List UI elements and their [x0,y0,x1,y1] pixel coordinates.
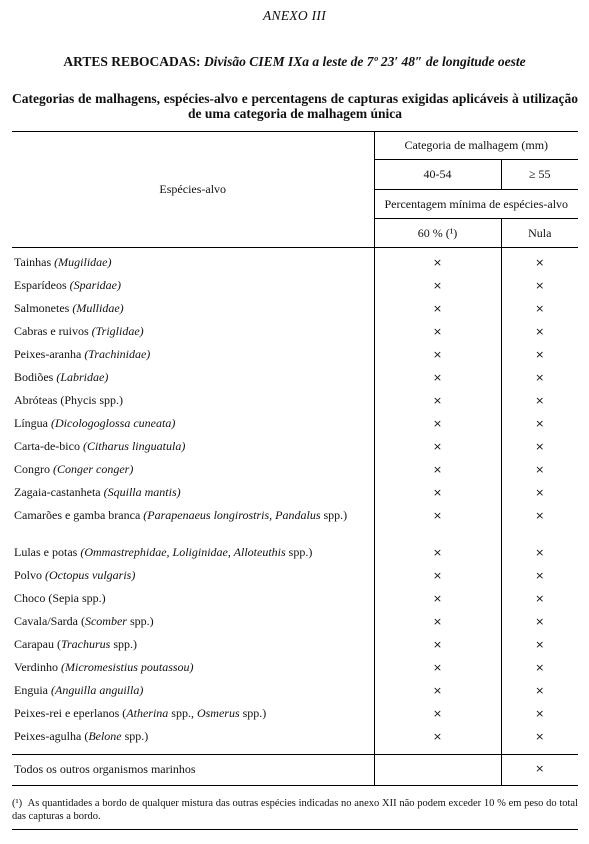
species-common-name: Abróteas (Phycis spp.) [14,393,123,407]
species-common-name: Bodiões [14,370,57,384]
species-name [12,587,374,610]
species-scientific-name: (Parapenaeus longirostris, Pandalus [143,508,321,522]
mark-55: × [501,656,578,679]
species-scientific-name: (Anguilla anguilla) [51,683,144,697]
species-common-name: Peixes-aranha [14,347,85,361]
mark-40-54: × [374,343,501,366]
section-heading [0,54,589,70]
mark-55: × [501,755,578,786]
species-name [12,412,374,435]
species-scientific-name: (Ommastrephidae, Loliginidae, Alloteuthis [80,545,286,559]
species-name: Todos os outros organismos marinhos [12,755,374,786]
mesh-column-55: ≥ 55 [501,160,578,190]
species-common-name: Carta-de-bico [14,439,83,453]
mark-40-54: × [374,679,501,702]
species-common-name: Peixes-agulha ( [14,729,89,743]
section-heading-italic: Divisão CIEM IXa a leste de 7º 23′ 48″ de longitude oeste [203,54,526,69]
mark-55: × [501,248,578,275]
species-common-name: spp.) [126,614,154,628]
mark-40-54: × [374,412,501,435]
table-caption: Categorias de malhagens, espécies-alvo e percentagens de capturas exigidas aplicáveis à utilização de uma categoria de malhagem única [12,91,578,121]
mark-55: × [501,679,578,702]
table-row [12,541,578,564]
species-common-name: Choco (Sepia spp.) [14,591,106,605]
species-scientific-name: Scomber [84,614,127,628]
species-table-body [12,248,578,755]
species-scientific-name: Atherina [126,706,169,720]
species-common-name: spp., [168,706,197,720]
species-scientific-name: (Triglidae) [91,324,144,338]
mark-55: × [501,633,578,656]
table-row [12,481,578,504]
mark-40-54: × [374,702,501,725]
species-name [12,702,374,725]
species-name [12,564,374,587]
species-common-name: Tainhas [14,255,55,269]
species-name [12,366,374,389]
species-scientific-name: (Micromesistius poutassou) [61,660,194,674]
species-scientific-name: (Labridae) [56,370,109,384]
mark-55: × [501,541,578,564]
mark-55: × [501,725,578,755]
table-row [12,320,578,343]
mark-55: × [501,504,578,541]
percentage-value-40-54: 60 % (¹) [374,219,501,248]
species-name [12,679,374,702]
species-common-name: Polvo [14,568,46,582]
species-common-name: spp.) [110,637,138,651]
species-name [12,656,374,679]
mark-40-54: × [374,366,501,389]
species-common-name: Salmonetes [14,301,73,315]
species-name [12,541,374,564]
table-row [12,274,578,297]
table-row [12,656,578,679]
species-name [12,504,374,541]
species-scientific-name: (Citharus linguatula) [82,439,186,453]
mark-40-54: × [374,458,501,481]
percentage-header: Percentagem mínima de espécies-alvo [374,190,578,219]
mark-55: × [501,366,578,389]
mark-40-54: × [374,725,501,755]
species-column-header: Espécies-alvo [12,132,374,248]
species-common-name: Cabras e ruivos [14,324,92,338]
species-scientific-name: (Mullidae) [72,301,124,315]
table-row [12,389,578,412]
species-table [12,131,578,786]
species-scientific-name: (Trachinidae) [84,347,151,361]
mark-40-54: × [374,564,501,587]
mark-55: × [501,274,578,297]
table-row [12,564,578,587]
mark-55: × [501,610,578,633]
mark-40-54: × [374,435,501,458]
footnote-text: As quantidades a bordo de qualquer mistura das outras espécies indicadas no anexo XII não podem exceder 10 % em peso do total das capturas a bordo. [12,798,578,822]
species-name [12,297,374,320]
species-name [12,248,374,275]
species-common-name: Verdinho [14,660,61,674]
mesh-category-header: Categoria de malhagem (mm) [374,132,578,160]
mark-40-54: × [374,297,501,320]
mark-40-54: × [374,656,501,679]
species-common-name: Camarões e gamba branca [14,508,144,522]
species-name [12,481,374,504]
species-common-name: spp.) [239,706,267,720]
mark-40-54: × [374,610,501,633]
species-scientific-name: (Conger conger) [53,462,134,476]
table-row [12,435,578,458]
species-scientific-name: (Squilla mantis) [103,485,181,499]
species-scientific-name: (Dicologoglossa cuneata) [51,416,176,430]
species-common-name: spp.) [320,508,348,522]
table-row [12,702,578,725]
species-common-name: Esparídeos [14,278,70,292]
table-row [12,458,578,481]
species-common-name: Zagaia-castanheta [14,485,104,499]
species-scientific-name: (Sparidae) [69,278,121,292]
mark-40-54: × [374,633,501,656]
section-heading-bold: ARTES REBOCADAS: [63,54,204,69]
mark-40-54: × [374,504,501,541]
species-common-name: Enguia [14,683,51,697]
species-scientific-name: (Mugilidae) [54,255,112,269]
mark-55: × [501,435,578,458]
species-table-container [12,131,578,786]
species-name [12,274,374,297]
table-row [12,587,578,610]
mark-55: × [501,587,578,610]
species-name [12,610,374,633]
mark-40-54: × [374,481,501,504]
table-row [12,366,578,389]
species-name [12,435,374,458]
species-common-name: spp.) [285,545,313,559]
table-row [12,679,578,702]
bottom-rule [12,829,578,830]
species-name [12,320,374,343]
species-name [12,725,374,755]
table-row-others [12,755,578,786]
table-header-row-category [12,132,578,160]
mark-40-54 [374,755,501,786]
mark-40-54: × [374,320,501,343]
mark-55: × [501,458,578,481]
species-common-name: Cavala/Sarda ( [14,614,85,628]
species-common-name: Lulas e potas [14,545,81,559]
table-row [12,504,578,541]
mark-40-54: × [374,541,501,564]
species-common-name: Peixes-rei e eperlanos ( [14,706,127,720]
mark-55: × [501,297,578,320]
mark-55: × [501,564,578,587]
mark-55: × [501,343,578,366]
species-common-name: spp.) [121,729,149,743]
mark-40-54: × [374,248,501,275]
species-scientific-name: Osmerus [196,706,240,720]
table-row [12,610,578,633]
percentage-value-55: Nula [501,219,578,248]
table-row [12,633,578,656]
mesh-column-40-54: 40-54 [374,160,501,190]
annex-title: ANEXO III [262,8,327,23]
table-row [12,725,578,755]
table-row [12,248,578,275]
table-row [12,412,578,435]
mark-55: × [501,389,578,412]
species-name [12,633,374,656]
species-name [12,343,374,366]
footnote-marker: (¹) [12,798,23,809]
species-common-name: Carapau ( [14,637,61,651]
mark-40-54: × [374,389,501,412]
mark-40-54: × [374,274,501,297]
species-name [12,389,374,412]
mark-55: × [501,320,578,343]
species-common-name: Congro [14,462,53,476]
mark-55: × [501,481,578,504]
species-name [12,458,374,481]
mark-40-54: × [374,587,501,610]
species-scientific-name: Trachurus [60,637,111,651]
species-scientific-name: (Octopus vulgaris) [45,568,136,582]
species-common-name: Língua [14,416,51,430]
table-row [12,297,578,320]
table-row [12,343,578,366]
species-scientific-name: Belone [88,729,122,743]
mark-55: × [501,412,578,435]
footnote [12,797,578,823]
mark-55: × [501,702,578,725]
